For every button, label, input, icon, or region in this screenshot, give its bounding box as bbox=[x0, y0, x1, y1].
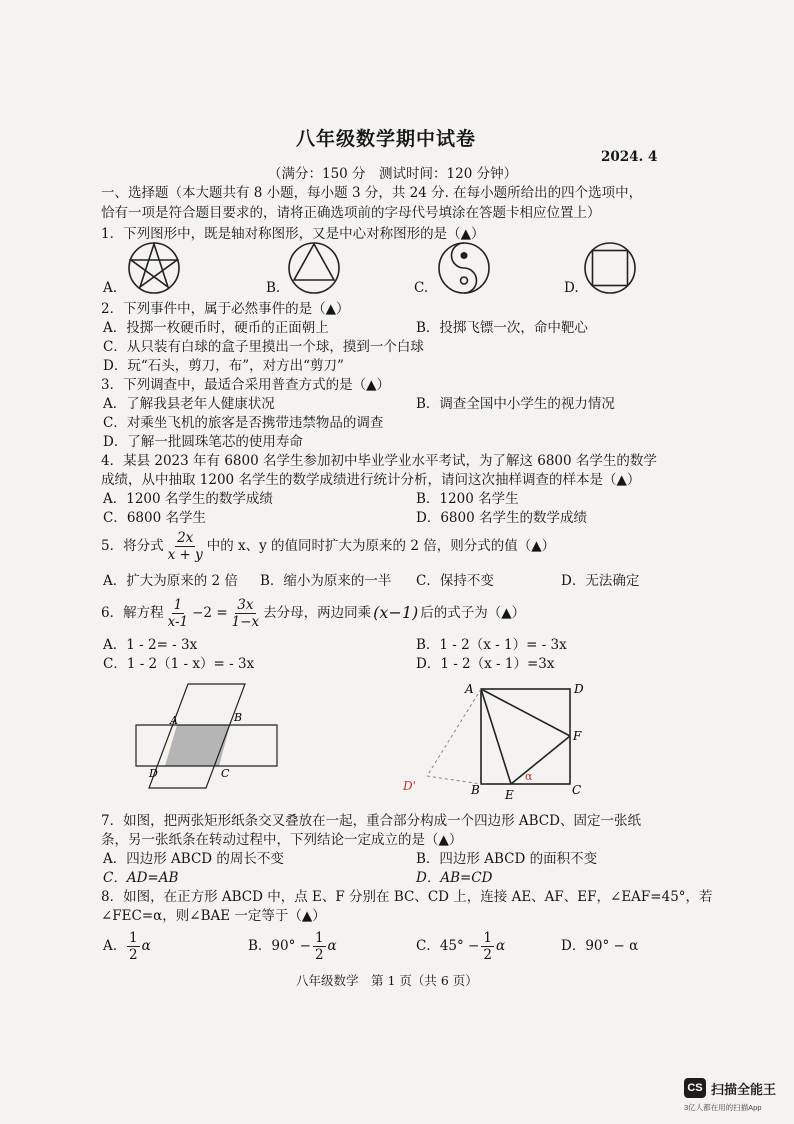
cs-badge-icon: CS bbox=[684, 1078, 706, 1098]
question-8-line-2: ∠FEC=α，则∠BAE 一定等于（▲） bbox=[101, 908, 326, 924]
q5-option-d: D．无法确定 bbox=[561, 573, 640, 589]
q7-option-a: A．四边形 ABCD 的周长不变 bbox=[103, 851, 284, 867]
taiji-figure bbox=[436, 240, 492, 296]
q1-option-a-label: A. bbox=[103, 280, 118, 296]
question-3-stem: 3．下列调查中，最适合采用普查方式的是（▲） bbox=[101, 377, 390, 393]
logo-name: 扫描全能王 bbox=[711, 1082, 777, 1097]
q3-option-d: D．了解一批圆珠笔芯的使用寿命 bbox=[103, 434, 303, 450]
section-instruction-2: 恰有一项是符合题目要求的，请将正确选项前的字母代号填涂在答题卡相应位置上） bbox=[101, 205, 601, 221]
q8-b-num: 1 bbox=[314, 929, 324, 946]
fig-right-label-d: D bbox=[574, 682, 584, 696]
q6-option-a: A．1 - 2= - 3x bbox=[103, 637, 198, 653]
q1-option-c-label: C. bbox=[414, 280, 429, 296]
q8-a-letter: A. bbox=[103, 938, 118, 954]
q6-fraction-left bbox=[166, 597, 191, 630]
q8-option-c bbox=[416, 927, 505, 965]
q4-option-d: D．6800 名学生的数学成绩 bbox=[416, 510, 587, 526]
q8-a-var: α bbox=[141, 938, 151, 954]
q8-a-num: 1 bbox=[129, 929, 138, 946]
q5-option-b: B．缩小为原来的一半 bbox=[260, 573, 392, 589]
square-abcd-figure bbox=[395, 678, 605, 802]
q8-c-var: α bbox=[495, 938, 506, 954]
page-title: 八年级数学期中试卷 bbox=[296, 128, 477, 150]
q6-option-b: B．1 - 2（x - 1）= - 3x bbox=[416, 637, 567, 653]
q8-option-d: D．90° − α bbox=[561, 938, 639, 954]
q8-option-b bbox=[248, 927, 337, 965]
q8-a-den: 2 bbox=[129, 946, 138, 963]
q2-option-d: D．玩“石头，剪刀，布”，对方出“剪刀” bbox=[103, 358, 344, 374]
question-4-line-1: 4．某县 2023 年有 6800 名学生参加初中毕业学业水平考试，为了解这 6800 名学生的数学 bbox=[101, 453, 657, 469]
fig-left-label-c: C bbox=[221, 767, 230, 780]
q2-option-b: B．投掷飞镖一次，命中靶心 bbox=[416, 320, 588, 336]
q8-c-fraction bbox=[481, 930, 494, 963]
fig-right-handwritten-d-prime: D' bbox=[403, 779, 416, 793]
q8-c-prefix: C．45° − bbox=[416, 938, 480, 954]
q5-suffix: 中的 x、y 的值同时扩大为原来的 2 倍，则分式的值（▲） bbox=[206, 538, 556, 554]
q8-a-fraction bbox=[127, 930, 140, 963]
fig-right-label-c: C bbox=[572, 783, 582, 797]
q8-c-den: 2 bbox=[483, 946, 492, 963]
square-in-circle-figure bbox=[582, 240, 638, 296]
section-instruction-1: 一、选择题（本大题共有 8 小题，每小题 3 分，共 24 分. 在每小题所给出的四个选项中， bbox=[101, 185, 643, 201]
q8-c-num: 1 bbox=[483, 929, 492, 946]
q6-suffix-2: 后的式子为（▲） bbox=[420, 605, 526, 621]
fig-left-label-d: D bbox=[149, 767, 158, 780]
q8-b-fraction bbox=[313, 930, 326, 963]
q7-option-d: D．AB=CD bbox=[416, 870, 493, 886]
q8-option-a bbox=[103, 927, 151, 965]
q4-option-c: C．6800 名学生 bbox=[103, 510, 206, 526]
q2-option-c: C．从只装有白球的盒子里摸出一个球，摸到一个白球 bbox=[103, 339, 424, 355]
question-7-line-1: 7．如图，把两张矩形纸条交叉叠放在一起，重合部分构成一个四边形 ABCD、固定一张纸 bbox=[101, 813, 641, 829]
q2-option-a: A．投掷一枚硬币时，硬币的正面朝上 bbox=[103, 320, 329, 336]
crossed-strips-figure bbox=[134, 676, 284, 796]
q6-option-c: C．1 - 2（1 - x）= - 3x bbox=[103, 656, 255, 672]
q4-option-b: B．1200 名学生 bbox=[416, 491, 519, 507]
q8-b-prefix: B．90° − bbox=[248, 938, 311, 954]
exam-date: 2024. 4 bbox=[601, 149, 658, 165]
page-footer: 八年级数学 第 1 页（共 6 页） bbox=[296, 973, 478, 988]
q1-option-d-label: D. bbox=[564, 280, 579, 296]
question-8-line-1: 8．如图，在正方形 ABCD 中，点 E、F 分别在 BC、CD 上，连接 AE、AF、EF，∠EAF=45°，若 bbox=[101, 889, 713, 905]
q6-frac2-numerator: 3x bbox=[237, 596, 254, 613]
q8-b-den: 2 bbox=[314, 946, 324, 963]
q6-prefix: 6．解方程 bbox=[101, 605, 164, 621]
fig-left-label-a: A bbox=[170, 714, 178, 727]
fig-right-label-f: F bbox=[573, 729, 582, 743]
q3-option-a: A．了解我县老年人健康状况 bbox=[103, 396, 275, 412]
q3-option-c: C．对乘坐飞机的旅客是否携带违禁物品的调查 bbox=[103, 415, 384, 431]
star-in-circle-figure bbox=[126, 240, 182, 296]
q1-option-b-label: B. bbox=[266, 280, 281, 296]
q8-b-var: α bbox=[327, 938, 337, 954]
q5-prefix: 5．将分式 bbox=[101, 538, 164, 554]
fig-right-label-e: E bbox=[505, 788, 514, 802]
fig-right-angle-mark: α bbox=[525, 770, 533, 783]
q5-option-a: A．扩大为原来的 2 倍 bbox=[103, 573, 238, 589]
q7-option-c: C．AD=AB bbox=[103, 870, 179, 886]
q5-numerator: 2x bbox=[177, 529, 194, 546]
fig-left-label-b: B bbox=[234, 711, 243, 724]
question-7-line-2: 条，另一张纸条在转动过程中，下列结论一定成立的是（▲） bbox=[101, 832, 463, 848]
q6-fraction-right bbox=[230, 597, 262, 630]
q6-multiplier: (x−1) bbox=[373, 603, 419, 622]
logo-tagline: 3亿人都在用的扫描App bbox=[684, 1103, 762, 1112]
q6-frac2-denominator: 1−x bbox=[231, 613, 260, 630]
q6-frac1-numerator: 1 bbox=[173, 596, 183, 613]
question-1-stem: 1．下列图形中，既是轴对称图形，又是中心对称图形的是（▲） bbox=[101, 226, 485, 242]
fig-right-label-b: B bbox=[471, 783, 480, 797]
q5-fraction bbox=[166, 530, 205, 563]
q5-denominator: x + y bbox=[167, 546, 203, 563]
q6-option-d: D．1 - 2（x - 1）=3x bbox=[416, 656, 555, 672]
question-6-stem bbox=[101, 596, 525, 630]
q6-frac1-denominator: x-1 bbox=[167, 613, 189, 630]
fig-right-label-a: A bbox=[465, 682, 474, 696]
exam-info: （满分：150 分 测试时间：120 分钟） bbox=[268, 166, 518, 182]
triangle-in-circle-figure bbox=[286, 240, 342, 296]
question-4-line-2: 成绩，从中抽取 1200 名学生的数学成绩进行统计分析，请问这次抽样调查的样本是（▲） bbox=[101, 472, 641, 488]
q3-option-b: B．调查全国中小学生的视力情况 bbox=[416, 396, 615, 412]
question-2-stem: 2．下列事件中，属于必然事件的是（▲） bbox=[101, 301, 350, 317]
q7-option-b: B．四边形 ABCD 的面积不变 bbox=[416, 851, 598, 867]
question-5-stem bbox=[101, 529, 555, 563]
q6-suffix: 去分母，两边同乘 bbox=[263, 605, 372, 621]
q6-middle: −2 = bbox=[192, 605, 228, 621]
q4-option-a: A．1200 名学生的数学成绩 bbox=[103, 491, 273, 507]
q5-option-c: C．保持不变 bbox=[416, 573, 494, 589]
